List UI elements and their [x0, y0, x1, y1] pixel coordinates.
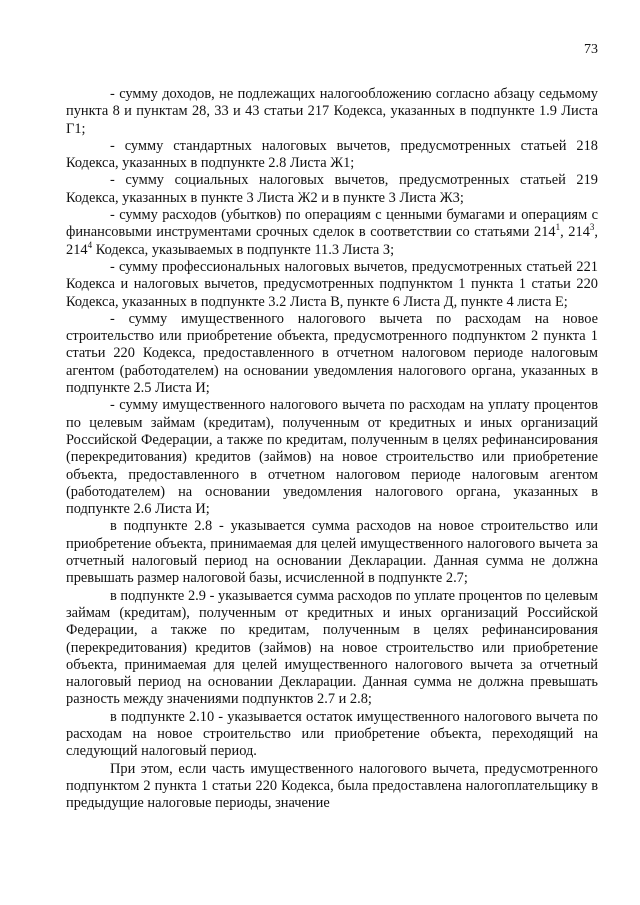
paragraph-standard-deductions: - сумму стандартных налоговых вычетов, предусмотренных статьей 218 Кодекса, указанных в подпункте 2.8 Листа Ж1;	[66, 137, 598, 172]
securities-text-b: Кодекса, указываемых в подпункте 11.3 Листа З;	[92, 241, 395, 258]
securities-sep-1: , 214	[560, 224, 590, 241]
article-superscript-1: 1	[555, 222, 561, 233]
paragraph-professional-deductions: - сумму профессиональных налоговых вычетов, предусмотренных статьей 221 Кодекса и налоговых вычетов, предусмотренных подпунктом 1 пункта 1 статьи 220 Кодекса, указанных в подпункте 3.2 Листа В, пункте 6 Листа Д, пункте 4 листа Е;	[66, 258, 598, 310]
paragraph-social-deductions: - сумму социальных налоговых вычетов, предусмотренных статьей 219 Кодекса, указанных в пункте 3 Листа Ж2 и в пункте 3 Листа Ж3;	[66, 172, 598, 206]
article-superscript-3: 3	[589, 222, 595, 233]
document-body	[66, 86, 598, 812]
paragraph-subitem-2-10: в подпункте 2.10 - указывается остаток имущественного налогового вычета по расходам на новое строительство или приобретение объекта, переходящий на следующий налоговый период.	[66, 708, 598, 760]
paragraph-property-deduction-interest: - сумму имущественного налогового вычета по расходам на уплату процентов по целевым займам (кредитам), полученным от кредитных и иных организаций Российской Федерации, а также по кредитам, полученным в целях рефинансирования (перекредитования) кредитов (займов) на новое строительство или приобретение объекта, предоставленного в отчетном налоговом периоде налоговым агентом (работодателем) на основании уведомления налогового органа, указанных в подпункте 2.6 Листа И;	[66, 397, 598, 518]
article-superscript-4: 4	[87, 239, 93, 250]
paragraph-securities-losses	[66, 207, 598, 259]
page-number: 73	[584, 42, 598, 57]
paragraph-subitem-2-9: в подпункте 2.9 - указывается сумма расходов по уплате процентов по целевым займам (кредитам), полученным от кредитных и иных организаций Российской Федерации, а также по кредитам, полученным в целях рефинансирования (перекредитования) кредитов (займов) на новое строительство или приобретение объекта, принимаемая для целей имущественного налогового вычета за отчетный налоговый период на основании Декларации. Данная сумма не должна превышать разность между значениями подпунктов 2.7 и 2.8;	[66, 587, 598, 708]
paragraph-previous-periods: При этом, если часть имущественного налогового вычета, предусмотренного подпунктом 2 пункта 1 статьи 220 Кодекса, была предоставлена налогоплательщику в предыдущие налоговые периоды, значение	[66, 760, 598, 812]
securities-text-a: - сумму расходов (убытков) по операциям с ценными бумагами и операциям с финансовыми инструментами срочных сделок в соответствии со статьями 214	[66, 207, 598, 241]
paragraph-subitem-2-8: в подпункте 2.8 - указывается сумма расходов на новое строительство или приобретение объекта, принимаемая для целей имущественного налогового вычета за отчетный налоговый период на основании Декларации. Данная сумма не должна превышать размер налоговой базы, исчисленной в подпункте 2.7;	[66, 518, 598, 587]
paragraph-nontaxable-income: - сумму доходов, не подлежащих налогообложению согласно абзацу седьмому пункта 8 и пунктам 28, 33 и 43 статьи 217 Кодекса, указанных в подпункте 1.9 Листа Г1;	[66, 86, 598, 137]
paragraph-property-deduction-construction: - сумму имущественного налогового вычета по расходам на новое строительство или приобретение объекта, предусмотренного подпунктом 2 пункта 1 статьи 220 Кодекса, предоставленного в отчетном налоговом периоде налоговым агентом (работодателем) на основании уведомления налогового органа, указанных в подпункте 2.5 Листа И;	[66, 310, 598, 397]
securities-sep-2: , 214	[66, 224, 598, 258]
